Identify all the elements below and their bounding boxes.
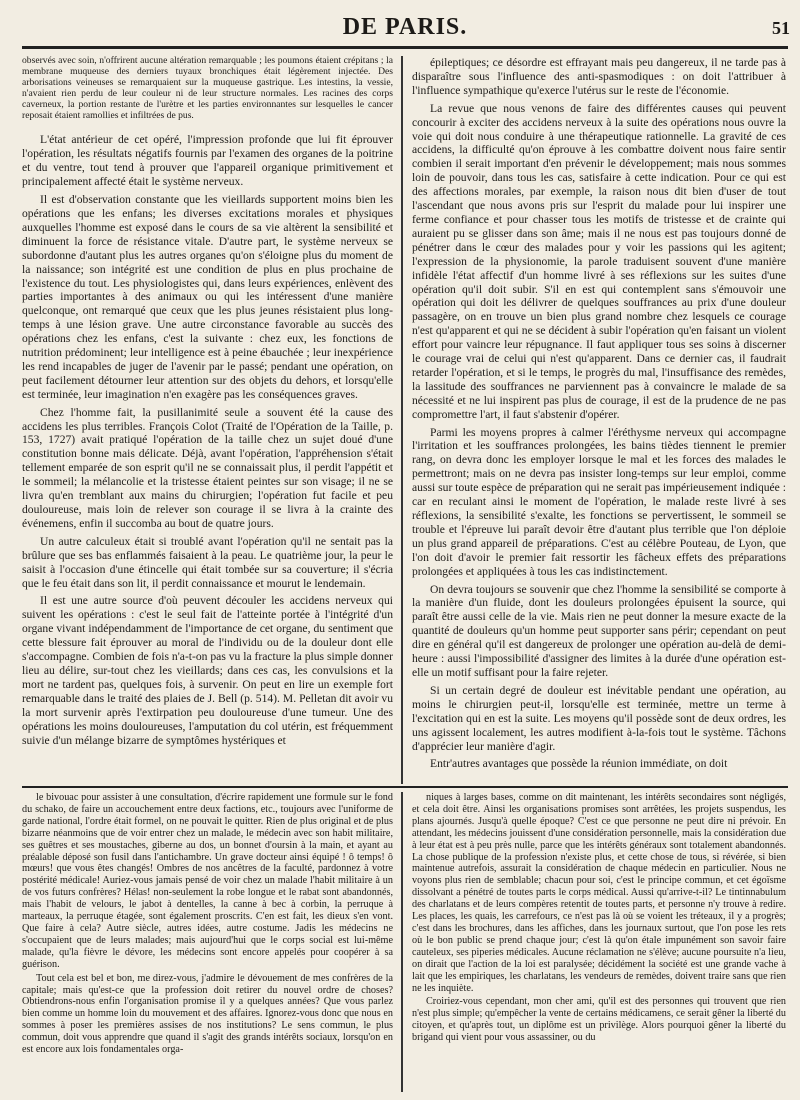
- page-header: [20, 14, 790, 44]
- paragraph: observés avec soin, n'offrirent aucune altération remarquable ; les poumons étaient crépitans ; la membrane muqueuse des derniers tuyaux bronchiques était légèrement injectée. Des arborisations veineuses se remarquaient sur la muqueuse gastrique. Les intestins, la vessie, n'avaient rien perdu de leur couleur ni de leur structure normales. Les racines des corps caverneux, la portion restante de l'urètre et les parties environnantes sur lesquelles le cancer reposait étaient ramollies et infiltrées de pus.: [22, 56, 393, 121]
- paragraph-spacer: [22, 125, 393, 133]
- column-upper-left: [22, 56, 393, 784]
- page-number: 51: [772, 18, 790, 38]
- paragraph: La revue que nous venons de faire des différentes causes qui peuvent concourir à exciter des accidens nerveux à la suite des opérations nous ouvre la voie qui doit nous conduire à une thérapeutique rationnelle. La gravité de ces accidens, la difficulté qu'on éprouve à les combattre doivent nous faire sentir combien il serait important d'en prévenir le développement; mais nous sommes loin de pouvoir, dans tous les cas, satisfaire à cette indication. Pour ce qui est des affections morales, par exemple, la raison nous dit bien d'user de tout l'ascendant que nous avons pris sur l'esprit du malade pour lui inspirer une ferme confiance et pour chasser tous les motifs de tristesse et de crainte qui auraient pu se glisser dans son âme; mais il ne nous est pas toujours donné de pénétrer dans le cœur des malades pour y voir les passions qui les agitent; l'expression de la physionomie, la parole traduisent souvent d'une manière infidèle l'état affectif d'un homme livré à ses réflexions sur les suites d'une opération qu'il doit subir. S'il en est qui contemplent sans s'émouvoir une opération qui doit les délivrer de quelques souffrances au prix d'une douleur passagère, on en trouve un bien plus grand nombre chez lesquels ce courage n'est qu'apparent et qui ne se décident à subir l'opération qu'en faisant un violent effort pour vaincre leur répugnance. Il faut appliquer tous ses soins à discerner le courage vrai de celui qui n'est qu'apparent. Dans ce dernier cas, il faudrait retarder l'opération, et si le temps, le progrès du mal, l'insuffisance des remèdes, la lassitude des souffrances ne parviennent pas à convaincre le malade de sa nécessité et ne lui inspirent pas plus de courage, il est de la prudence de ne pas compromettre l'art, il faut s'abstenir d'opérer.: [412, 101, 786, 421]
- paragraph: Il est d'observation constante que les vieillards supportent moins bien les opérations que les enfans; les diverses excitations morales et physiques auxquelles l'homme est exposé dans le cours de sa vie altèrent la sensibilité et diminuent la force de résistance vitale. D'autre part, le système nerveux se subordonne d'autant plus les autres organes qu'on s'éloigne plus du moment de la naissance; son intégrité est une condition de plus en plus prochaine de l'existence du tout. Les physiologistes qui, dans leurs expériences, enlèvent des parties importantes à des animaux ou qui les intéressent d'une manière quelconque, ont remarqué que ceux que les plus jeunes résistaient plus long-temps à une lésion grave. Une autre circonstance favorable au succès des opérations chez les enfans, c'est la suivante : chez eux, les fonctions de nutrition prédominent; leur intelligence est à peine ébauchée ; leur inexpérience les rend incapables de juger de l'avenir par le passé; pendant une opération, on peut facilement détourner leur attention sur des objets du dehors, et lorsqu'elle est terminée, leur imagination n'en exagère pas les conséquences graves.: [22, 193, 393, 401]
- paragraph: Entr'autres avantages que possède la réunion immédiate, on doit: [430, 757, 728, 771]
- paragraph: On devra toujours se souvenir que chez l'homme la sensibilité se comporte à la manière d'un fluide, dont les douleurs prolongées épuisent la source, qui paraît être aussi celle de la vie. Mais rien ne peut donner la mesure exacte de la quantité de douleurs qu'un homme peut supporter sans périr; cependant on peut dire en général qu'il est dangereux de prolonger une opération au-delà de demi-heure : aussi l'impossibilité d'assigner des limites à la durée d'une opération est-elle un motif suffisant pour la faire rejeter.: [412, 582, 786, 679]
- paragraph: Chez l'homme fait, la pusillanimité seule a souvent été la cause des accidens les plus terribles. François Colot (Traité de l'Opération de la Taille, p. 153, 1727) avait pratiqué l'opération de la taille chez un sujet doué d'une constitution bonne mais délicate. Déjà, avant l'opération, l'appréhension s'était tellement emparée de son esprit qu'il ne se connaissait plus, il perdit l'appétit et le sommeil; la mélancolie et la tristesse étaient peintes sur son visage; il ne se livra qu'en tremblant aux mains du chirurgien; l'opération fut facile et peu douloureuse, mais loin de relever son courage il se livra à la crainte des événemens, enfin il succomba au bout de quatre jours.: [22, 405, 393, 530]
- paragraph: L'état antérieur de cet opéré, l'impression profonde que lui fit éprouver l'opération, les résultats négatifs fournis par l'examen des organes de la poitrine et du ventre, tout tend à prouver que l'appareil organique primitivement et principalement affecté était le système nerveux.: [22, 133, 393, 189]
- paragraph: Parmi les moyens propres à calmer l'éréthysme nerveux qui accompagne l'irritation et les souffrances prolongées, les bains tièdes tiennent le premier rang, on devra donc les employer lorsque le mal et les forces des malades le permettront; mais on ne devra pas insister long-temps sur leur emploi, comme aussi sur toute espèce de préparation qui ne serait pas impérieusement indiquée : car en reculant ainsi le moment de l'opération, le malade reste livré à ses réflexions, la sensibilité s'exalte, les fonctions se pervertissent, le sommeil se trouble et l'épreuve lui paraît devoir être d'autant plus terrible que l'on déploie un plus grand appareil de préparations. C'est au célèbre Pouteau, de Lyon, que l'on doit d'avoir le premier fait ressortir les fâcheux effets des préparations prolongées et appliquées à tous les cas indistinctement.: [412, 425, 786, 578]
- column-divider-lower: [401, 792, 403, 1092]
- paragraph: niques à larges bases, comme on dit maintenant, les intérêts secondaires sont négligés, et cela doit être. Ainsi les organisations promises sont arrêtées, les projets suspendus, les plans ajournés. Jusqu'à quelle époque? C'est ce que personne ne peut dire ni prévoir. En attendant, les médecins jouissent d'une considération personnelle, mais la considération due à leur état est à peu près nulle, parce que les intérêts généraux sont totalement abandonnés. La chose publique de la profession n'existe plus, et cette chose de tous, si révérée, si bien maintenue autrefois, assurait la considération de chaque médecin en particulier. Nous ne voyons plus rien de semblable; chacun pour soi, c'est le principe commun, et cet égoïsme dissolvant a pénétré de toutes parts le corps médical. Aussi qu'arrive-t-il? Le tintinnabulum des charlatans et de leurs compères retentit de toutes parts, et personne n'y trouve à redire. Les places, les quais, les carrefours, ce n'est pas là où se voient les tréteaux, il y a progrès; c'est dans les brochures, dans les affiches, dans les journaux surtout, que l'on pose les rets où le bon public se prend chaque jour; c'est là qu'on étale impunément son savoir faire cauteleux, ses piperies médicales. Aucune réclamation ne s'élève; aucune poursuite n'a lieu, on dirait que l'action de la loi est paralysée; décidément la société est une grande vache à lait que les empiriques, les charlatans, les vendeurs de remèdes, doivent traire sans que rien ne les inquiète.: [412, 792, 786, 994]
- paragraph: Croiriez-vous cependant, mon cher ami, qu'il est des personnes qui trouvent que rien n'est plus simple; qu'empêcher la vente de certains médicamens, ce serait gêner la liberté du citoyen, et qu'après tout, un diplôme est un privilège. Alors pourquoi gêner la liberté du brigand qui vient pour vous assassiner, ou du: [412, 996, 786, 1044]
- paragraph: le bivouac pour assister à une consultation, d'écrire rapidement une formule sur le fond du schako, de faire un accouchement entre deux factions, etc., toujours avec l'uniforme de garde national, l'ordre était formel, on ne pouvait le quitter. Rien de plus original et de plus bizarre néanmoins que de voir entrer chez un malade, le médecin avec son habit militaire, ses guêtres et ses moustaches, giberne au dos, un bonnet d'oursin à la main, et ayant au préalable déposé son fusil dans l'antichambre. Un grave docteur ainsi équipé ! ô temps! ô mœurs! que vous êtes changés! Ombres de nos ancêtres de la faculté, pardonnez à votre postérité médicale! Auriez-vous jamais pensé de voir chez un malade l'habit militaire à un de vos futurs confrères? Hélas! non-seulement la robe longue et le rabat sont abandonnés, mais l'habit de velours, le jabot à dentelles, la canne à bec à corbin, la perruque à marteaux, la perruque étagée, sont également proscrits. C'en est fait, les dieux s'en vont. Que faire à cela? Autre siècle, autres idées, autre costume. Jadis les médecins ne s'occupaient que de leurs malades; mais aujourd'hui que le corps social est lui-même malade, qu'la fièvre le dévore, les médecins sont encore appelés pour coopérer à sa guérison.: [22, 792, 393, 970]
- column-upper-right: [412, 56, 786, 784]
- column-lower-right: [412, 792, 786, 1092]
- paragraph: épileptiques; ce désordre est effrayant mais peu dangereux, il ne tarde pas à disparaître sous l'influence des anti-spasmodiques : on doit l'attribuer à l'influence sympathique qu'exerce l'utérus sur le reste de l'économie.: [412, 56, 786, 97]
- column-lower-left: [22, 792, 393, 1092]
- paragraph: Si un certain degré de douleur est inévitable pendant une opération, au moins le chirurgien peut-il, lorsqu'elle est terminée, mettre un terme à l'excitation qui en est la suite. Les moyens qu'il possède sont de deux ordres, les uns agissent localement, les autres modifient à-la-fois tout le système. Tâchons d'apprécier leur manière d'agir.: [412, 683, 786, 753]
- header-rule: [22, 46, 788, 49]
- header-title: DE PARIS.: [342, 14, 468, 40]
- feuilleton-rule: [22, 786, 788, 788]
- paragraph: Tout cela est bel et bon, me direz-vous, j'admire le dévouement de mes confrères de la capitale; mais qu'est-ce que la profession doit retirer du nouvel ordre de choses? Obtiendrons-nous enfin l'organisation promise il y a quelques années? Que vous parlez bien comme un homme loin du mouvement et des affaires. Ignorez-vous donc que nous en sommes à poser les premières assises de nos institutions? Le sens commun, le plus commun, doit vous apprendre que quand il s'agit des grands intérêts sociaux, lorsqu'on en est encore aux lois fondamentales orga-: [22, 972, 393, 1056]
- paragraph: Un autre calculeux était si troublé avant l'opération qu'il ne sentait pas la brûlure que ses bas enflammés faisaient à la peau. Le quatrième jour, la peur le saisit à l'occasion d'une étincelle qui était tombée sur sa couverture; il s'écria que le feu était dans son lit, il perdit connaissance et mourut le lendemain.: [22, 534, 393, 590]
- column-divider-upper: [401, 56, 403, 784]
- paragraph: Il est une autre source d'où peuvent découler les accidens nerveux qui suivent les opérations : c'est le seul fait de l'atteinte portée à l'intégrité d'un organe vivant indépendamment de l'importance de cet organe, du sentiment que cette blessure fait éprouver au moral de l'individu ou de la douleur dont elle s'accompagne. Combien de fois n'a-t-on pas vu la fracture la plus simple donner lieu au délire, sur-tout chez les vieillards; dans ces cas, les convulsions et la mort ne tardent pas, quelques fois, à survenir. On peut en lire un exemple fort remarquable dans le traité des plaies de J. Bell (p. 514). M. Pelletan dit avoir vu la mort survenir après l'extirpation peu douloureuse d'une tumeur. Une des opérations les moins douloureuses, l'amputation du col utérin, est fréquemment suivie d'un mélange bizarre de symptômes hystériques et: [22, 594, 393, 747]
